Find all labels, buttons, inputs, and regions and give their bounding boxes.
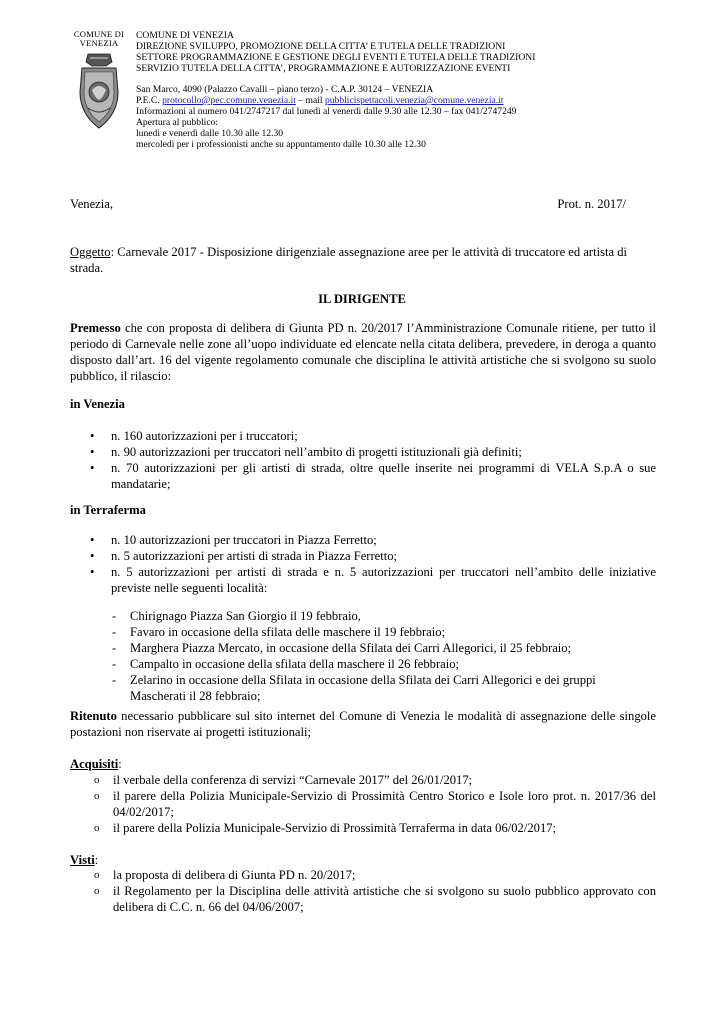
logo-line-2: VENEZIA	[79, 38, 119, 48]
terraferma-list	[70, 532, 656, 596]
colon: :	[94, 853, 99, 867]
subject-line	[70, 244, 660, 276]
list-item-text: n. 5 autorizzazioni per artisti di strada in Piazza Ferretto;	[111, 549, 398, 563]
mail-label: – mail	[295, 95, 325, 106]
protocol-number: Prot. n. 2017/	[557, 197, 626, 211]
list-item-text: Chirignago Piazza San Giorgio il 19 febbraio,	[130, 609, 361, 623]
subject-label: Oggetto	[70, 245, 111, 259]
pec-label: P.E.C.	[136, 95, 163, 106]
ritenuto-label: Ritenuto	[70, 709, 117, 723]
list-item	[70, 548, 656, 564]
list-item-text: Favaro in occasione della sfilata delle maschere il 19 febbraio;	[130, 625, 446, 639]
list-item-text: n. 70 autorizzazioni per gli artisti di strada, oltre quelle inserite nei programmi di VELA S.p.A o sue mandatarie;	[111, 461, 656, 491]
opening-hours-1: lunedì e venerdì dalle 10.30 alle 12.30	[136, 128, 284, 139]
bullet-dash: -	[112, 657, 117, 671]
opening-label: Apertura al pubblico:	[136, 117, 219, 128]
bullet-circle: o	[94, 774, 100, 786]
bullet-circle: o	[94, 790, 100, 802]
list-item-text: Zelarino in occasione della Sfilata in occasione della Sfilata dei Carri Allegorici e dei gruppi	[130, 673, 596, 687]
opening-hours-2: mercoledì per i professionisti anche su appuntamento dalle 10.30 alle 12.30	[136, 139, 426, 150]
list-item-text: n. 5 autorizzazioni per artisti di strada e n. 5 autorizzazioni per truccatori nell’ambito delle iniziative previste nelle seguenti località:	[111, 565, 656, 595]
subject-text: : Carnevale 2017 - Disposizione dirigenziale assegnazione aree per le attività di truccatore ed artista di strada.	[70, 245, 628, 275]
bullet-dash: -	[112, 609, 117, 623]
office-line: SERVIZIO TUTELA DELLA CITTA’, PROGRAMMAZIONE E AUTORIZZAZIONE EVENTI	[136, 63, 511, 74]
list-item-text: il Regolamento per la Disciplina delle attività artistiche che si svolgono su suolo pubblico approvato con delibera di C.C. n. 66 del 04/06/2007;	[113, 884, 656, 914]
place: Venezia,	[70, 197, 114, 211]
venezia-heading: in Venezia	[70, 397, 125, 411]
bullet-circle: o	[94, 885, 100, 897]
list-item-text: il parere della Polizia Municipale-Servizio di Prossimità Terraferma in data 06/02/2017;	[113, 821, 557, 835]
office-line: DIREZIONE SVILUPPO, PROMOZIONE DELLA CITTA’ E TUTELA DELLE TRADIZIONI	[136, 41, 506, 52]
bullet-dot: •	[90, 533, 95, 547]
office-address: San Marco, 4090 (Palazzo Cavalli – piano terzo) - C.A.P. 30124 – VENEZIA	[136, 84, 434, 95]
place-protocol-line	[70, 196, 626, 212]
list-item	[70, 788, 656, 820]
list-item	[70, 564, 656, 596]
list-item-text: il verbale della conferenza di servizi “Carnevale 2017” del 26/01/2017;	[113, 773, 473, 787]
premesso-label: Premesso	[70, 321, 121, 335]
list-item	[70, 867, 656, 883]
list-item	[70, 772, 656, 788]
office-line: SETTORE PROGRAMMAZIONE E GESTIONE DEGLI EVENTI E TUTELA DELLE TRADIZIONI	[136, 52, 536, 63]
list-item	[70, 820, 656, 836]
list-item	[70, 444, 656, 460]
bullet-dot: •	[90, 461, 95, 475]
bullet-dot: •	[90, 429, 95, 443]
bullet-dash: -	[112, 625, 117, 639]
premesso-paragraph	[70, 320, 656, 384]
colon: :	[118, 757, 122, 771]
list-item	[112, 640, 652, 656]
venezia-list	[70, 428, 656, 492]
list-item-text: n. 160 autorizzazioni per i truccatori;	[111, 429, 298, 443]
terraferma-heading: in Terraferma	[70, 503, 146, 517]
list-item	[112, 624, 652, 640]
acquisiti-list	[70, 772, 656, 836]
info-line: Informazioni al numero 041/2747217 dal lunedì al venerdì dalle 9.30 alle 12.30 – fax 041/2747249	[136, 106, 517, 117]
list-item-text: Campalto in occasione della sfilata della maschere il 26 febbraio;	[130, 657, 460, 671]
document-title: IL DIRIGENTE	[318, 292, 406, 306]
visti-list	[70, 867, 656, 915]
coat-of-arms-icon	[76, 52, 122, 130]
bullet-dot: •	[90, 445, 95, 459]
list-item	[70, 532, 656, 548]
contact-line	[136, 95, 676, 106]
list-item	[70, 883, 656, 915]
list-item	[70, 428, 656, 444]
premesso-text: che con proposta di delibera di Giunta PD n. 20/2017 l’Amministrazione Comunale ritiene, per tutto il periodo di Carnevale nelle zone all’uopo individuate ed elencate nella citata delibera, prevedere, in deroga a quanto disposto dall’art. 16 del vigente regolamento comunale che disciplina le attività artistiche che si svolgono su suolo pubblico, il rilascio:	[70, 321, 656, 383]
list-item-text: la proposta di delibera di Giunta PD n. 20/2017;	[113, 868, 356, 882]
bullet-dash: -	[112, 673, 117, 687]
office-line: COMUNE DI VENEZIA	[136, 30, 234, 41]
localita-list	[112, 608, 652, 704]
city-logo	[70, 30, 128, 130]
mail-email-link[interactable]: pubblicispettacoli.venezia@comune.venezia.it	[324, 95, 504, 106]
acquisiti-heading	[70, 756, 656, 772]
bullet-dot: •	[90, 565, 95, 579]
ritenuto-paragraph	[70, 708, 656, 740]
list-item-text: n. 10 autorizzazioni per truccatori in Piazza Ferretto;	[111, 533, 377, 547]
acquisiti-label: Acquisiti	[70, 757, 119, 771]
list-item-text: Marghera Piazza Mercato, in occasione della Sfilata dei Carri Allegorici, il 25 febbraio;	[130, 641, 572, 655]
ritenuto-text: necessario pubblicare sul sito internet del Comune di Venezia le modalità di assegnazione delle singole postazioni non riservate ai progetti istituzionali;	[70, 709, 656, 739]
bullet-dash: -	[112, 641, 117, 655]
list-item-text: Mascherati il 28 febbraio;	[130, 689, 261, 703]
list-item	[70, 460, 656, 492]
visti-label: Visti	[70, 853, 95, 867]
bullet-dot: •	[90, 549, 95, 563]
bullet-circle: o	[94, 869, 100, 881]
list-item-continuation	[112, 688, 652, 704]
list-item	[112, 656, 652, 672]
logo-line-1: COMUNE DI	[73, 29, 125, 39]
list-item	[112, 672, 652, 688]
list-item-text: n. 90 autorizzazioni per truccatori nell’ambito di progetti istituzionali già definiti;	[111, 445, 522, 459]
pec-email-link[interactable]: protocollo@pec.comune.venezia.it	[162, 95, 296, 106]
bullet-circle: o	[94, 822, 100, 834]
office-info	[136, 30, 676, 150]
list-item	[112, 608, 652, 624]
visti-heading	[70, 852, 656, 868]
list-item-text: il parere della Polizia Municipale-Servizio di Prossimità Centro Storico e Isole loro prot. n. 2017/36 del 04/02/2017;	[113, 789, 656, 819]
